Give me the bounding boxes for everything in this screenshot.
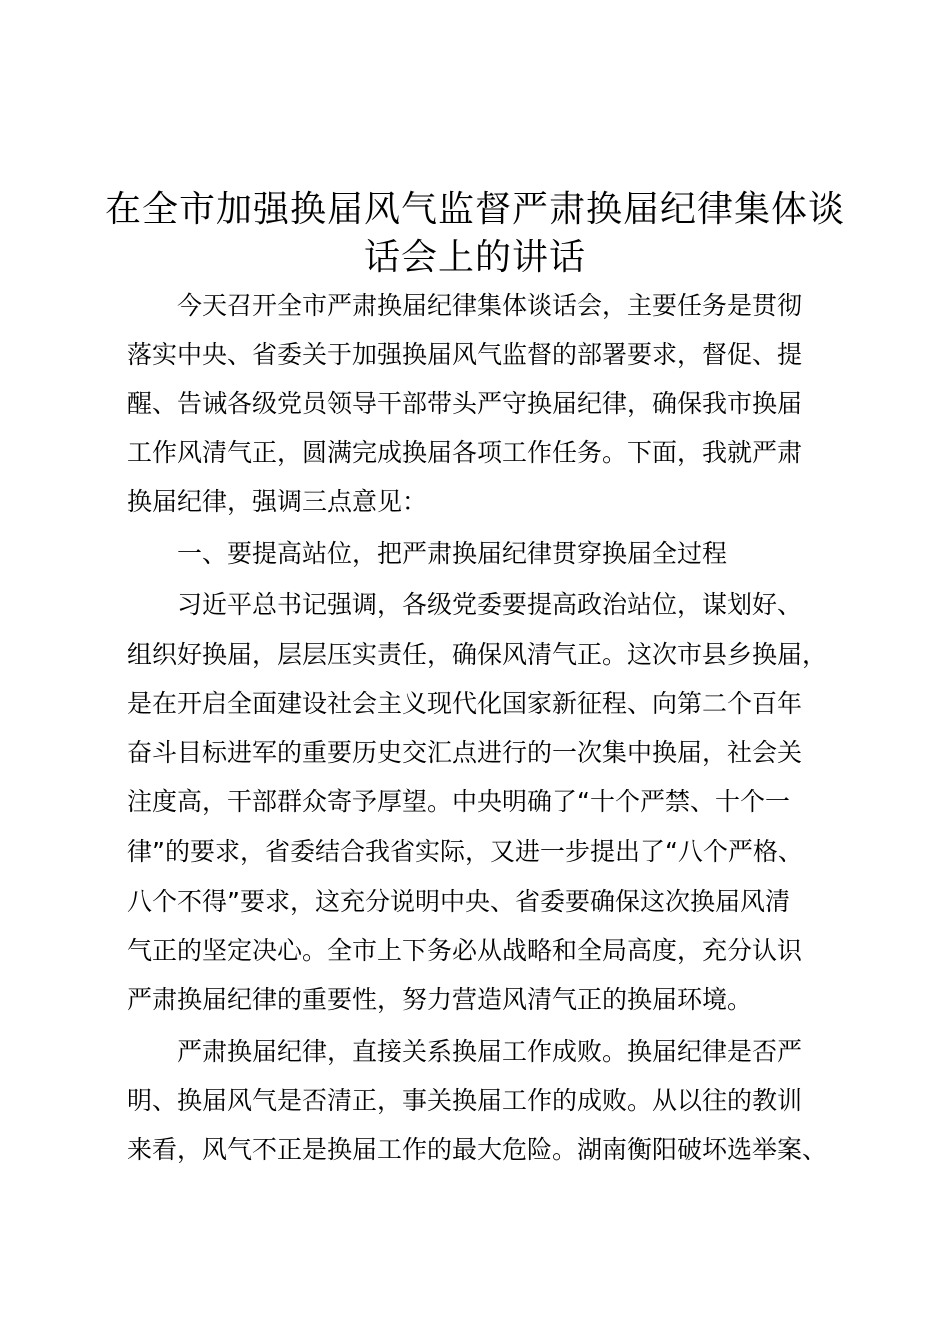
body-line: 气正的坚定决心。全市上下务必从战略和全局高度，充分认识 (127, 936, 803, 965)
document-title (100, 186, 850, 282)
body-line: 严肃换届纪律的重要性，努力营造风清气正的换届环境。 (127, 985, 753, 1014)
title-line-2: 话会上的讲话 (363, 237, 586, 278)
body-line: 醒、告诫各级党员领导干部带头严守换届纪律，确保我市换届 (127, 389, 803, 418)
body-line: 奋斗目标进军的重要历史交汇点进行的一次集中换届，社会关 (127, 738, 803, 767)
title-line-1: 在全市加强换届风气监督严肃换届纪律集体谈 (104, 189, 845, 230)
body-line: 今天召开全市严肃换届纪律集体谈话会，主要任务是贯彻 (127, 291, 803, 320)
body-line: 组织好换届，层层压实责任，确保风清气正。这次市县乡换届， (127, 640, 828, 669)
body-line: 换届纪律，强调三点意见： (127, 487, 428, 516)
body-line: 明、换届风气是否清正，事关换届工作的成败。从以往的教训 (127, 1086, 803, 1115)
body-line: 八个不得”要求，这充分说明中央、省委要确保这次换届风清 (127, 887, 790, 916)
body-line: 工作风清气正，圆满完成换届各项工作任务。下面，我就严肃 (127, 438, 803, 467)
body-line: 是在开启全面建设社会主义现代化国家新征程、向第二个百年 (127, 689, 803, 718)
section-heading: 一、要提高站位，把严肃换届纪律贯穿换届全过程 (127, 539, 728, 568)
body-line: 来看，风气不正是换届工作的最大危险。湖南衡阳破坏选举案、 (127, 1135, 828, 1164)
body-line: 严肃换届纪律，直接关系换届工作成败。换届纪律是否严 (127, 1037, 803, 1066)
body-line: 落实中央、省委关于加强换届风气监督的部署要求，督促、提 (127, 340, 803, 369)
body-line: 习近平总书记强调，各级党委要提高政治站位，谋划好、 (127, 590, 803, 619)
body-line: 注度高，干部群众寄予厚望。中央明确了“十个严禁、十个一 (127, 787, 790, 816)
body-line: 律”的要求，省委结合我省实际，又进一步提出了“八个严格、 (127, 837, 803, 866)
